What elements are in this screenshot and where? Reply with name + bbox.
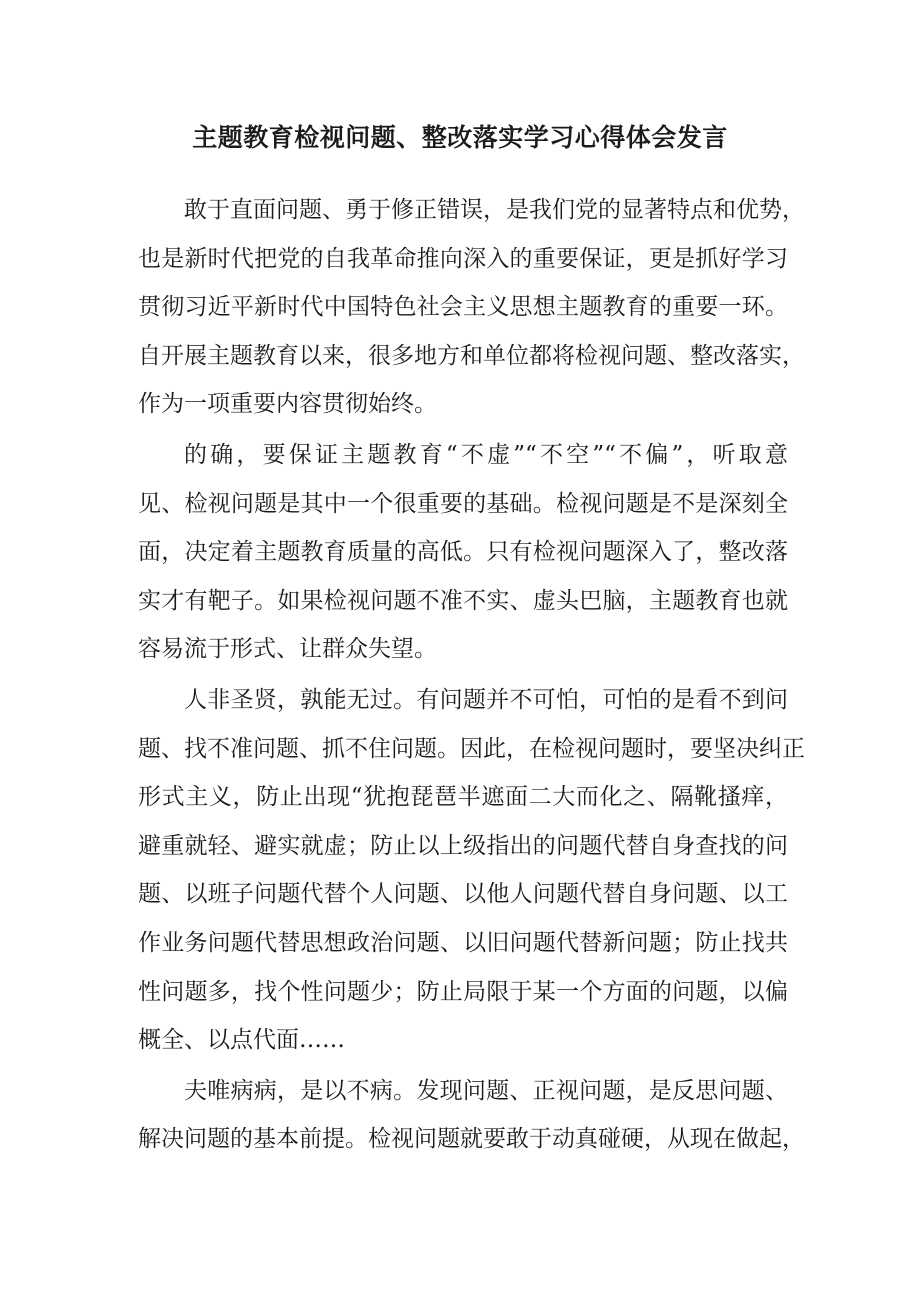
paragraph-line: 容易流于形式、让群众失望。 — [138, 636, 437, 663]
paragraph-line: 题、以班子问题代替个人问题、以他人问题代替自身问题、以工 — [138, 881, 788, 908]
paragraph-line: 解决问题的基本前提。检视问题就要敢于动真碰硬，从现在做起， — [138, 1126, 805, 1153]
paragraph-line: 形式主义，防止出现“犹抱琵琶半遮面二大而化之、隔靴搔痒， — [138, 784, 788, 811]
paragraph-line: 实才有靶子。如果检视问题不准不实、虚头巴脑，主题教育也就 — [138, 587, 788, 614]
paragraph-line: 的确，要保证主题教育“不虚”“不空”“不偏”，听取意 — [184, 441, 788, 468]
paragraph-line: 题、找不准问题、抓不住问题。因此，在检视问题时，要坚决纠正 — [138, 735, 805, 762]
paragraph-line: 贯彻习近平新时代中国特色社会主义思想主题教育的重要一环。 — [138, 294, 788, 321]
document-body — [138, 186, 805, 1166]
paragraph-line: 夫唯病病，是以不病。发现问题、正视问题，是反思问题、 — [184, 1077, 788, 1104]
paragraph-line: 概全、以点代面…… — [138, 1027, 345, 1054]
paragraph-3 — [138, 676, 805, 1065]
paragraph-line: 作业务问题代替思想政治问题、以旧问题代替新问题；防止找共 — [138, 929, 788, 956]
paragraph-4 — [138, 1067, 805, 1164]
paragraph-line: 人非圣贤，孰能无过。有问题并不可怕，可怕的是看不到问 — [184, 686, 788, 713]
paragraph-line: 避重就轻、避实就虚；防止以上级指出的问题代替自身查找的问 — [138, 832, 788, 859]
paragraph-1 — [138, 186, 805, 429]
paragraph-line: 性问题多，找个性问题少；防止局限于某一个方面的问题，以偏 — [138, 978, 788, 1005]
paragraph-line: 敢于直面问题、勇于修正错误，是我们党的显著特点和优势， — [184, 197, 805, 223]
paragraph-line: 也是新时代把党的自我革命推向深入的重要保证，更是抓好学习 — [138, 245, 788, 272]
paragraph-line: 自开展主题教育以来，很多地方和单位都将检视问题、整改落实， — [138, 342, 805, 369]
document-title: 主题教育检视问题、整改落实学习心得体会发言 — [192, 123, 728, 152]
paragraph-line: 见、检视问题是其中一个很重要的基础。检视问题是不是深刻全 — [138, 490, 788, 517]
paragraph-2 — [138, 431, 788, 674]
paragraph-line: 作为一项重要内容贯彻始终。 — [138, 391, 437, 418]
paragraph-line: 面，决定着主题教育质量的高低。只有检视问题深入了，整改落 — [138, 539, 788, 566]
